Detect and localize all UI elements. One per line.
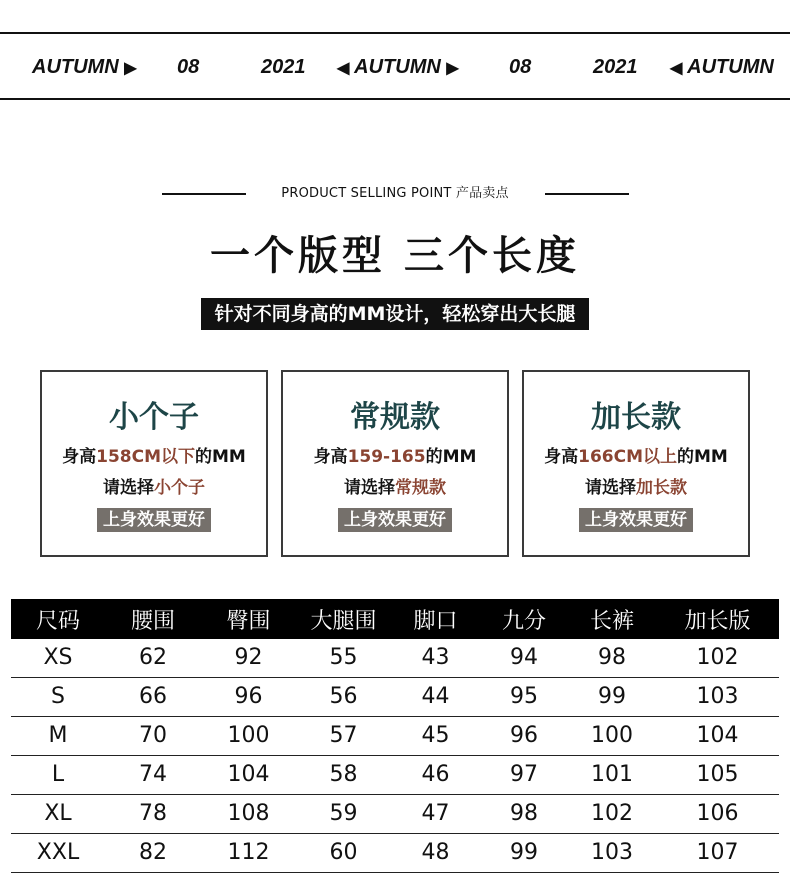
table-cell: 82 <box>105 834 201 873</box>
table-cell: 103 <box>656 678 779 717</box>
table-row <box>11 639 779 678</box>
column-header: 大腿围 <box>296 599 391 639</box>
banner-item <box>593 55 638 79</box>
card-title: 小个子 <box>109 400 199 435</box>
table-cell: L <box>11 756 105 795</box>
card-height-value: 158CM以下 <box>96 447 196 467</box>
banner-item <box>177 55 199 79</box>
subtitle-banner: 针对不同身高的MM设计，轻松穿出大长腿 <box>201 298 590 330</box>
card-height-suffix: 的MM <box>425 447 477 467</box>
table-cell: 95 <box>480 678 568 717</box>
column-header: 尺码 <box>11 599 105 639</box>
table-cell: 59 <box>296 795 391 834</box>
card-height-value: 159-165 <box>347 447 426 467</box>
table-cell: 102 <box>568 795 656 834</box>
card-height-prefix: 身高 <box>544 447 579 467</box>
table-cell: 60 <box>296 834 391 873</box>
size-table <box>11 599 779 873</box>
table-row <box>11 756 779 795</box>
table-cell: 66 <box>105 678 201 717</box>
column-header: 九分 <box>480 599 568 639</box>
banner-text: 2021 <box>261 56 306 78</box>
table-cell: 98 <box>480 795 568 834</box>
table-cell: 94 <box>480 639 568 678</box>
table-cell: 103 <box>568 834 656 873</box>
card-height-suffix: 的MM <box>195 447 246 467</box>
table-cell: 56 <box>296 678 391 717</box>
table-cell: 106 <box>656 795 779 834</box>
card-choose-value: 加长款 <box>636 478 687 498</box>
column-header: 脚口 <box>391 599 480 639</box>
length-card-petite <box>40 370 268 557</box>
table-cell: 104 <box>201 756 296 795</box>
table-cell: 104 <box>656 717 779 756</box>
table-row <box>11 834 779 873</box>
table-cell: 98 <box>568 639 656 678</box>
table-cell: 100 <box>568 717 656 756</box>
table-cell: 92 <box>201 639 296 678</box>
card-badge: 上身效果更好 <box>97 508 211 532</box>
subtitle-wrap <box>0 298 790 330</box>
banner-text: 2021 <box>593 56 638 78</box>
banner-item <box>32 55 137 81</box>
table-header-row <box>11 599 779 639</box>
play-right-icon: ▶ <box>124 60 137 77</box>
card-height-line <box>283 446 507 468</box>
table-cell: 58 <box>296 756 391 795</box>
banner-text: 08 <box>177 56 200 78</box>
table-cell: 47 <box>391 795 480 834</box>
table-cell: 44 <box>391 678 480 717</box>
card-height-prefix: 身高 <box>313 447 348 467</box>
selling-point-label: PRODUCT SELLING POINT 产品卖点 <box>281 186 509 201</box>
column-header: 加长版 <box>656 599 779 639</box>
column-header: 长裤 <box>568 599 656 639</box>
table-cell: 96 <box>480 717 568 756</box>
banner-item <box>670 55 774 81</box>
table-cell: 62 <box>105 639 201 678</box>
table-cell: 46 <box>391 756 480 795</box>
card-choose-line <box>283 477 507 499</box>
table-cell: 102 <box>656 639 779 678</box>
table-cell: 112 <box>201 834 296 873</box>
top-banner <box>0 32 790 100</box>
play-left-icon: ◀ <box>337 60 350 77</box>
divider-right <box>545 193 629 195</box>
page-title: 一个版型 三个长度 <box>210 233 580 279</box>
table-cell: 70 <box>105 717 201 756</box>
table-cell: 43 <box>391 639 480 678</box>
card-height-line <box>42 446 266 468</box>
table-row <box>11 795 779 834</box>
card-choose-line <box>524 477 748 499</box>
table-cell: XS <box>11 639 105 678</box>
selling-point-row <box>0 184 790 204</box>
card-choose-prefix: 请选择 <box>103 478 154 498</box>
length-card-long <box>522 370 750 557</box>
column-header: 腰围 <box>105 599 201 639</box>
table-cell: XL <box>11 795 105 834</box>
card-choose-prefix: 请选择 <box>344 478 395 498</box>
length-card-regular <box>281 370 509 557</box>
column-header: 臀围 <box>201 599 296 639</box>
banner-item <box>337 55 459 81</box>
table-cell: 101 <box>568 756 656 795</box>
play-right-icon: ▶ <box>446 60 459 77</box>
card-choose-value: 常规款 <box>395 478 446 498</box>
card-badge: 上身效果更好 <box>579 508 693 532</box>
table-row <box>11 717 779 756</box>
table-cell: S <box>11 678 105 717</box>
banner-text: AUTUMN <box>687 56 774 78</box>
table-cell: 99 <box>480 834 568 873</box>
table-cell: 99 <box>568 678 656 717</box>
table-cell: 74 <box>105 756 201 795</box>
table-cell: 48 <box>391 834 480 873</box>
table-cell: 105 <box>656 756 779 795</box>
card-choose-prefix: 请选择 <box>585 478 636 498</box>
play-left-icon: ◀ <box>670 60 683 77</box>
card-title: 常规款 <box>350 400 440 435</box>
banner-item <box>509 55 531 79</box>
table-cell: 45 <box>391 717 480 756</box>
table-cell: 97 <box>480 756 568 795</box>
table-cell: 108 <box>201 795 296 834</box>
card-height-prefix: 身高 <box>62 447 97 467</box>
banner-text: AUTUMN <box>32 56 119 78</box>
table-cell: 78 <box>105 795 201 834</box>
table-cell: 57 <box>296 717 391 756</box>
table-cell: XXL <box>11 834 105 873</box>
card-height-value: 166CM以上 <box>578 447 678 467</box>
table-cell: 96 <box>201 678 296 717</box>
table-row <box>11 678 779 717</box>
card-height-suffix: 的MM <box>677 447 728 467</box>
banner-text: 08 <box>509 56 532 78</box>
card-badge: 上身效果更好 <box>338 508 452 532</box>
table-cell: 55 <box>296 639 391 678</box>
card-choose-value: 小个子 <box>154 478 205 498</box>
table-cell: M <box>11 717 105 756</box>
card-height-line <box>524 446 748 468</box>
table-cell: 100 <box>201 717 296 756</box>
banner-text: AUTUMN <box>354 56 441 78</box>
table-cell: 107 <box>656 834 779 873</box>
banner-item <box>261 55 306 79</box>
card-title: 加长款 <box>591 400 681 435</box>
card-choose-line <box>42 477 266 499</box>
